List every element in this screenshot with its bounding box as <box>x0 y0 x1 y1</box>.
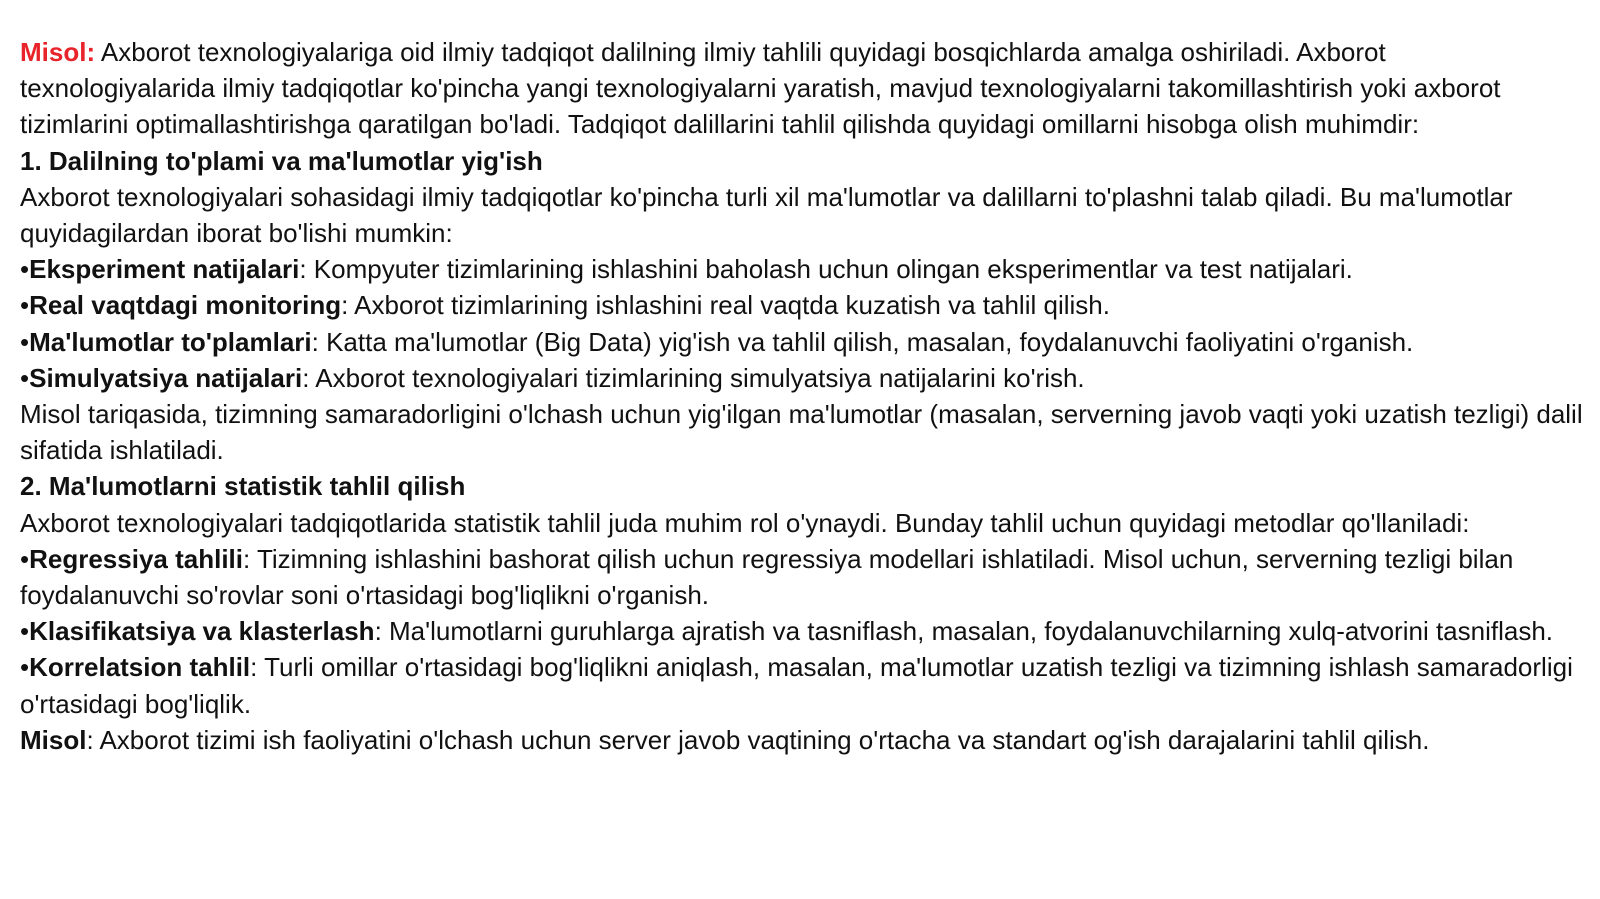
section-1-bullet-1 <box>20 287 1585 323</box>
slide-text-body <box>20 34 1585 758</box>
section-2-example <box>20 722 1585 758</box>
example-text: : Axborot tizimi ish faoliyatini o'lchash uchun server javob vaqtining o'rtacha va standart og'ish darajalarini tahlil qilish. <box>86 724 1430 755</box>
bullet-marker: • <box>20 254 30 285</box>
section-1-bullet-3 <box>20 360 1585 396</box>
bullet-text: : Axborot tizimlarining ishlashini real vaqtda kuzatish va tahlil qilish. <box>341 290 1110 321</box>
section-2-intro: Axborot texnologiyalari tadqiqotlarida statistik tahlil juda muhim rol o'ynaydi. Bunday tahlil uchun quyidagi metodlar qo'llaniladi: <box>20 507 1470 538</box>
section-1-example: Misol tariqasida, tizimning samaradorligini o'lchash uchun yig'ilgan ma'lumotlar (masalan, serverning javob vaqti yoki uzatish tezligi) dalil sifatida ishlatiladi. <box>20 399 1583 466</box>
bullet-text: : Katta ma'lumotlar (Big Data) yig'ish va tahlil qilish, masalan, foydalanuvchi faoliyatini o'rganish. <box>311 326 1414 357</box>
intro-paragraph <box>20 34 1585 143</box>
bullet-term: Real vaqtdagi monitoring <box>29 290 342 321</box>
intro-lead-label: Misol: <box>20 37 96 67</box>
section-1-bullet-0 <box>20 251 1585 287</box>
section-2-bullet-1 <box>20 613 1585 649</box>
bullet-text: : Kompyuter tizimlarining ishlashini baholash uchun olingan eksperimentlar va test natijalari. <box>299 254 1353 285</box>
bullet-marker: • <box>20 290 30 321</box>
example-lead-label: Misol <box>20 724 87 755</box>
bullet-term: Eksperiment natijalari <box>29 254 300 285</box>
section-1-heading: 1. Dalilning to'plami va ma'lumotlar yig'ish <box>20 145 543 176</box>
bullet-marker: • <box>20 652 30 683</box>
intro-text: Axborot texnologiyalariga oid ilmiy tadqiqot dalilning ilmiy tahlili quyidagi bosqichlarda amalga oshiriladi. Axborot texnologiyalarida ilmiy tadqiqotlar ko'pincha yangi texnologiyalarni yaratish, mavjud texnologiyalarni takomillashtirish yoki axborot tizimlarini optimallashtirishga qaratilgan bo'ladi. Tadqiqot dalillarini tahlil qilishda quyidagi omillarni hisobga olish muhimdir: <box>20 37 1501 140</box>
bullet-marker: • <box>20 543 30 574</box>
bullet-marker: • <box>20 362 30 393</box>
bullet-text: : Ma'lumotlarni guruhlarga ajratish va tasniflash, masalan, foydalanuvchilarning xulq-atvorini tasniflash. <box>374 616 1554 647</box>
section-1-intro: Axborot texnologiyalari sohasidagi ilmiy tadqiqotlar ko'pincha turli xil ma'lumotlar va dalillarni to'plashni talab qiladi. Bu ma'lumotlar quyidagilardan iborat bo'lishi mumkin: <box>20 181 1513 249</box>
bullet-term: Ma'lumotlar to'plamlari <box>29 326 312 357</box>
section-2-heading: 2. Ma'lumotlarni statistik tahlil qilish <box>20 471 466 502</box>
bullet-term: Korrelatsion tahlil <box>29 652 251 683</box>
bullet-marker: • <box>20 326 30 357</box>
bullet-text: : Tizimning ishlashini bashorat qilish uchun regressiya modellari ishlatiladi. Misol uchun, serverning tezligi bilan foydalanuvchi so'rovlar soni o'rtasidagi bog'liqlikni o'rganish. <box>20 543 1514 611</box>
bullet-term: Simulyatsiya natijalari <box>29 362 303 393</box>
bullet-term: Regressiya tahlili <box>29 543 243 574</box>
bullet-text: : Axborot texnologiyalari tizimlarining simulyatsiya natijalarini ko'rish. <box>302 362 1085 393</box>
bullet-text: : Turli omillar o'rtasidagi bog'liqlikni aniqlash, masalan, ma'lumotlar uzatish tezligi va tizimning ishlash samaradorligi o'rtasidagi bog'liqlik. <box>20 652 1573 719</box>
bullet-marker: • <box>20 616 30 647</box>
bullet-term: Klasifikatsiya va klasterlash <box>29 616 375 647</box>
section-2-bullet-0 <box>20 541 1585 613</box>
section-1-bullet-2 <box>20 324 1585 360</box>
section-2-bullet-2 <box>20 649 1585 721</box>
